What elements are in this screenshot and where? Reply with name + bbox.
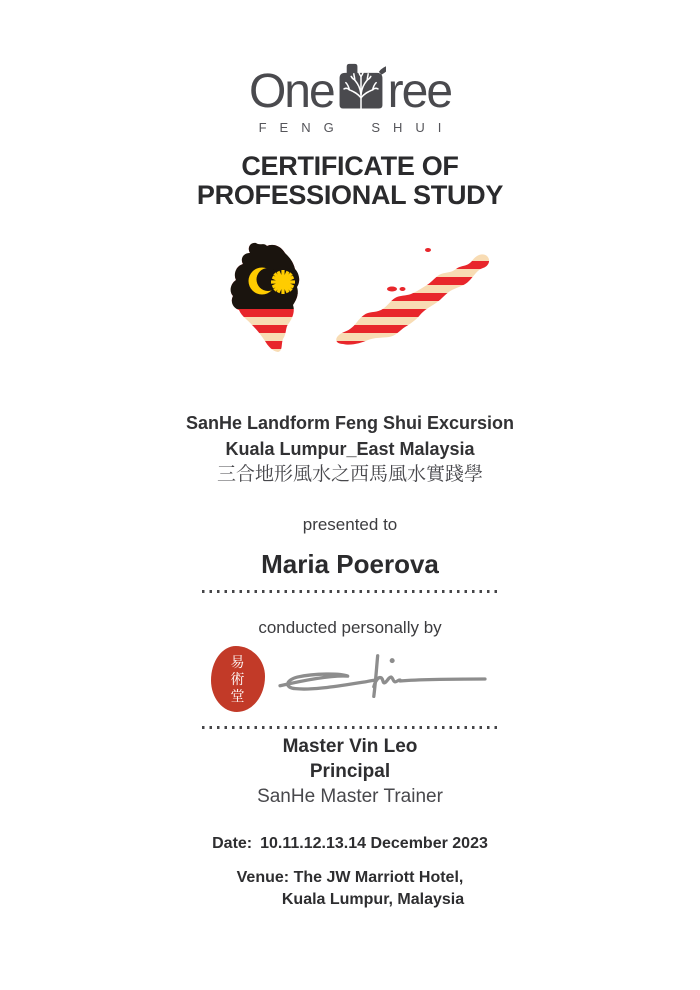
malaysia-flag-map-image <box>0 234 700 364</box>
signer-name: Master Vin Leo <box>282 736 418 757</box>
seal-char-1: 易 <box>230 653 245 670</box>
recipient-dotted-line <box>202 590 498 593</box>
seal-char-3: 堂 <box>230 687 245 704</box>
signature-row <box>0 644 700 714</box>
logo-wordmark <box>0 62 700 118</box>
venue-label: Venue: <box>236 869 290 886</box>
presented-to-label: presented to <box>302 515 398 534</box>
signer-title: Principal <box>309 761 391 782</box>
logo-text-ree: ree <box>387 65 452 118</box>
certificate-title <box>0 152 700 210</box>
title-line1: CERTIFICATE OF <box>241 151 459 181</box>
logo-subtitle: FENG SHUI <box>258 120 455 135</box>
date-value: 10.11.12.13.14 December 2023 <box>260 835 488 852</box>
venue-block <box>0 867 700 911</box>
course-title-block <box>0 410 700 488</box>
onetree-logo <box>0 62 700 135</box>
course-line-2: Kuala Lumpur_East Malaysia <box>225 439 475 459</box>
title-line2: PROFESSIONAL STUDY <box>196 180 504 210</box>
malaysia-map-icon <box>210 234 490 364</box>
logo-text-one: One <box>248 65 334 118</box>
recipient-name: Maria Poerova <box>261 549 439 579</box>
date-line <box>0 833 700 854</box>
signer-subtitle: SanHe Master Trainer <box>257 786 443 807</box>
course-line-1: SanHe Landform Feng Shui Excursion <box>185 413 515 433</box>
date-label: Date: <box>212 835 253 852</box>
signer-dotted-line <box>202 726 498 729</box>
tree-icon <box>336 62 386 114</box>
venue-line-1 <box>0 867 700 889</box>
venue-hotel: The JW Marriott Hotel, <box>293 869 464 886</box>
seal-char-2: 術 <box>230 670 245 687</box>
course-line-chinese: 三合地形風水之西馬風水實踐學 <box>216 464 483 485</box>
seal-stamp <box>211 646 265 712</box>
conducted-by-label: conducted personally by <box>258 618 442 637</box>
signature-image <box>275 650 490 708</box>
venue-line-2: Kuala Lumpur, Malaysia <box>281 891 465 908</box>
